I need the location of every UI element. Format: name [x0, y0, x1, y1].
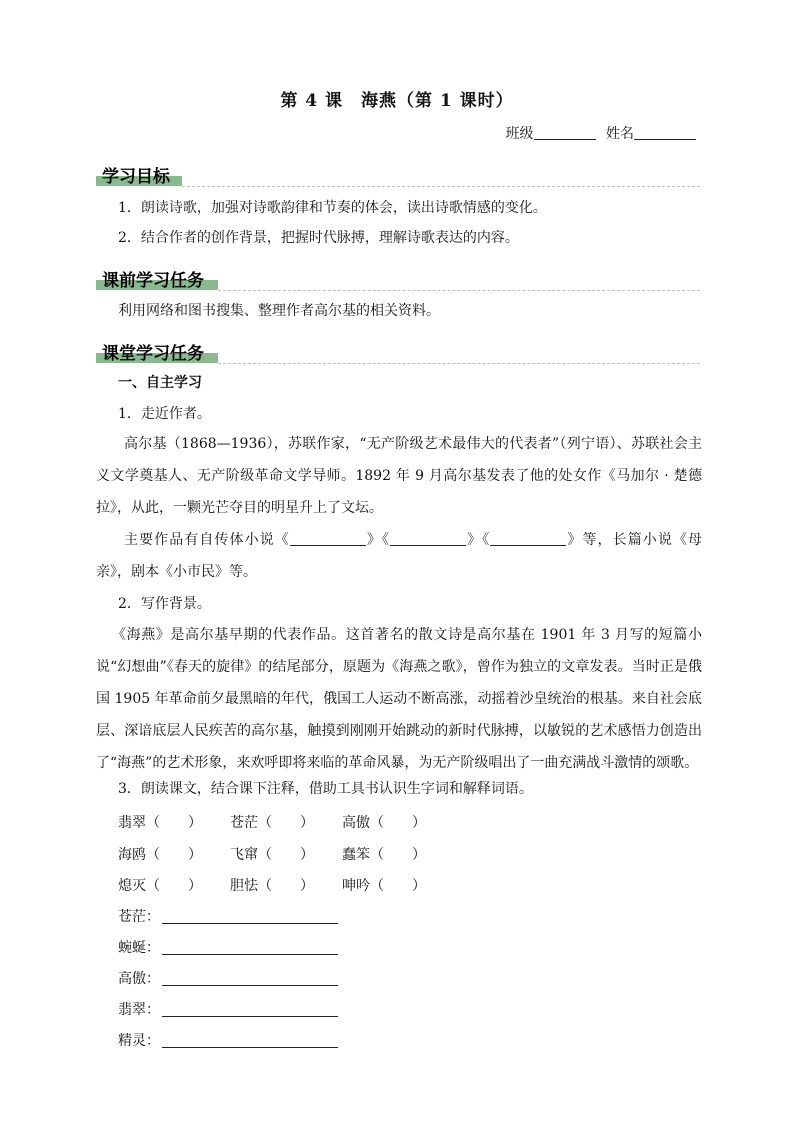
item-heading: 1．走近作者。 [118, 406, 211, 422]
author-paragraph: 高尔基（1868—1936），苏联作家，“无产阶级艺术最伟大的代表者”（列宁语）、苏联社会主义文学奠基人、无产阶级革命文学导师。1892 年 9 月高尔基发表了他的处女作《马加尔 · 楚德拉》，从此，一颗光芒夺目的明星升上了文坛。 [96, 436, 702, 516]
vocab-item[interactable]: 苍茫（ ） [230, 815, 314, 831]
section-objectives [96, 162, 170, 188]
definition-row [118, 906, 338, 926]
name-blank[interactable] [634, 125, 696, 140]
definition-row [118, 937, 338, 957]
definition-term: 高傲： [118, 971, 160, 987]
page-title: 第 4 课 海燕（第 1 课时） [280, 91, 514, 111]
item-heading: 2．写作背景。 [118, 596, 211, 612]
vocab-item[interactable]: 蠢笨（ ） [342, 847, 426, 863]
section-in-class [96, 339, 204, 365]
class-label: 班级 [505, 126, 534, 142]
definition-row [118, 999, 338, 1019]
section-heading: 课前学习任务 [102, 271, 204, 291]
heading-divider [182, 186, 700, 187]
class-blank[interactable] [534, 125, 596, 140]
objective-item: 2．结合作者的创作背景，把握时代脉搏，理解诗歌表达的内容。 [118, 230, 519, 246]
student-info [506, 123, 702, 143]
section-heading: 课堂学习任务 [102, 344, 204, 364]
name-label: 姓名 [606, 126, 634, 142]
item-heading: 3．朗读课文，结合课下注释，借助工具书认识生字词和解释词语。 [118, 781, 533, 797]
vocab-item[interactable]: 飞窜（ ） [230, 847, 314, 863]
heading-divider [218, 363, 700, 364]
definition-blank[interactable] [162, 909, 338, 924]
definition-blank[interactable] [162, 971, 338, 986]
works-prefix: 主要作品有自传体小说《 [124, 532, 290, 548]
vocab-item[interactable]: 胆怯（ ） [230, 878, 314, 894]
vocab-item[interactable]: 熄灭（ ） [118, 878, 202, 894]
definition-term: 精灵： [118, 1033, 160, 1049]
heading-divider [218, 290, 700, 291]
definition-row [118, 968, 338, 988]
objective-item: 1．朗读诗歌，加强对诗歌韵律和节奏的体会，读出诗歌情感的变化。 [118, 200, 547, 216]
section-heading: 学习目标 [102, 167, 170, 187]
section-pre-class [96, 266, 204, 292]
definition-row [118, 1030, 338, 1050]
works-paragraph [96, 524, 702, 588]
background-paragraph: 《海燕》是高尔基早期的代表作品。这首著名的散文诗是高尔基在 1901 年 3 月写的短篇小说“幻想曲”《春天的旋律》的结尾部分，原题为《海燕之歌》，曾作为独立的文章发表。当时正是俄国 1905 年革命前夕最黑暗的年代，俄国工人运动不断高涨，动摇着沙皇统治的根基。来自社会底层、深谙底层人民疾苦的高尔基，触摸到刚刚开始跳动的新时代脉搏，以敏锐的艺术感悟力创造出了“海燕”的艺术形象，来欢呼即将来临的革命风暴，为无产阶级唱出了一曲充满战斗激情的颂歌。 [96, 627, 702, 771]
definition-blank[interactable] [162, 1002, 338, 1017]
definition-term: 翡翠： [118, 1002, 160, 1018]
works-suffix: 》等，长篇小说《母亲》，剧本《小市民》等。 [96, 532, 703, 580]
definition-term: 蜿蜒： [118, 940, 160, 956]
works-mid: 》《 [365, 532, 391, 548]
work-blank-3[interactable] [490, 531, 566, 546]
vocab-item[interactable]: 呻吟（ ） [342, 878, 426, 894]
definition-blank[interactable] [162, 1033, 338, 1048]
work-blank-1[interactable] [290, 531, 366, 546]
definition-blank[interactable] [162, 940, 338, 955]
definition-term: 苍茫： [118, 909, 160, 925]
pre-class-task: 利用网络和图书搜集、整理作者高尔基的相关资料。 [118, 303, 440, 319]
work-blank-2[interactable] [390, 531, 466, 546]
vocab-item[interactable]: 翡翠（ ） [118, 815, 202, 831]
vocab-item[interactable]: 海鸥（ ） [118, 847, 202, 863]
vocab-item[interactable]: 高傲（ ） [342, 815, 426, 831]
subheading: 一、自主学习 [118, 375, 202, 391]
works-mid: 》《 [466, 532, 491, 548]
